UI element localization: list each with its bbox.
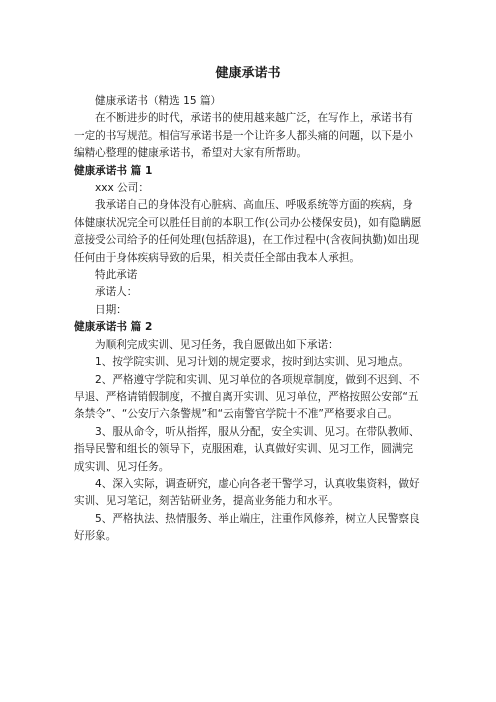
section-heading-2: 健康承诺书 篇 2: [74, 321, 153, 334]
salutation: xxx 公司：: [95, 182, 149, 195]
intro-subtitle: 健康承诺书（精选 15 篇）: [95, 95, 222, 107]
document-title: 健康承诺书: [215, 66, 281, 81]
pledge-body: 我承诺自己的身体没有心脏病、高血压、呼吸系统等方面的疾病，身体健康状况完全可以胜任目前的本职工作(公司办公楼保安员)，如有隐瞒愿意接受公司给予的任何处理(包括辞退)，在工作过程中(含夜间执勤)如出现任何由于身体疾病导致的后果，相关责任全部由我本人承担。: [74, 199, 422, 264]
section-heading-1: 健康承诺书 篇 1: [74, 164, 153, 177]
list-item: 4、深入实际，调查研究，虚心向各老干警学习，认真收集资料，做好实训、见习笔记，刻苦钻研业务，提高业务能力和水平。: [74, 477, 420, 508]
list-item: 5、严格执法、热情服务、举止端庄，注重作风修养，树立人民警察良好形象。: [74, 512, 420, 543]
intro-paragraph: 在不断进步的时代，承诺书的使用越来越广泛，在写作上，承诺书有一定的书写规范。相信写承诺书是一个让许多人都头痛的问题，以下是小编精心整理的健康承诺书，希望对大家有所帮助。: [74, 112, 413, 160]
list-item: 2、严格遵守学院和实训、见习单位的各项规章制度，做到不迟到、不早退、严格请销假制度，不擅自离开实训、见习单位，严格按照公安部“五条禁令”、“公安厅六条警规”和“云南警官学院十不准”严格要求自己。: [74, 373, 420, 421]
pledge-date: 日期：: [95, 303, 127, 316]
section2-lead: 为顺利完成实训、见习任务，我自愿做出如下承诺：: [95, 338, 339, 351]
list-item: 3、服从命令，听从指挥，服从分配，安全实训、见习。在带队教师、指导民警和组长的领导下，克服困难，认真做好实训、见习工作，圆满完成实训、见习任务。: [74, 425, 420, 473]
pledge-closing: 特此承诺: [95, 269, 138, 282]
list-item: 1、按学院实训、见习计划的规定要求，按时到达实训、见习地点。: [95, 356, 409, 369]
pledge-signer: 承诺人：: [95, 286, 138, 299]
